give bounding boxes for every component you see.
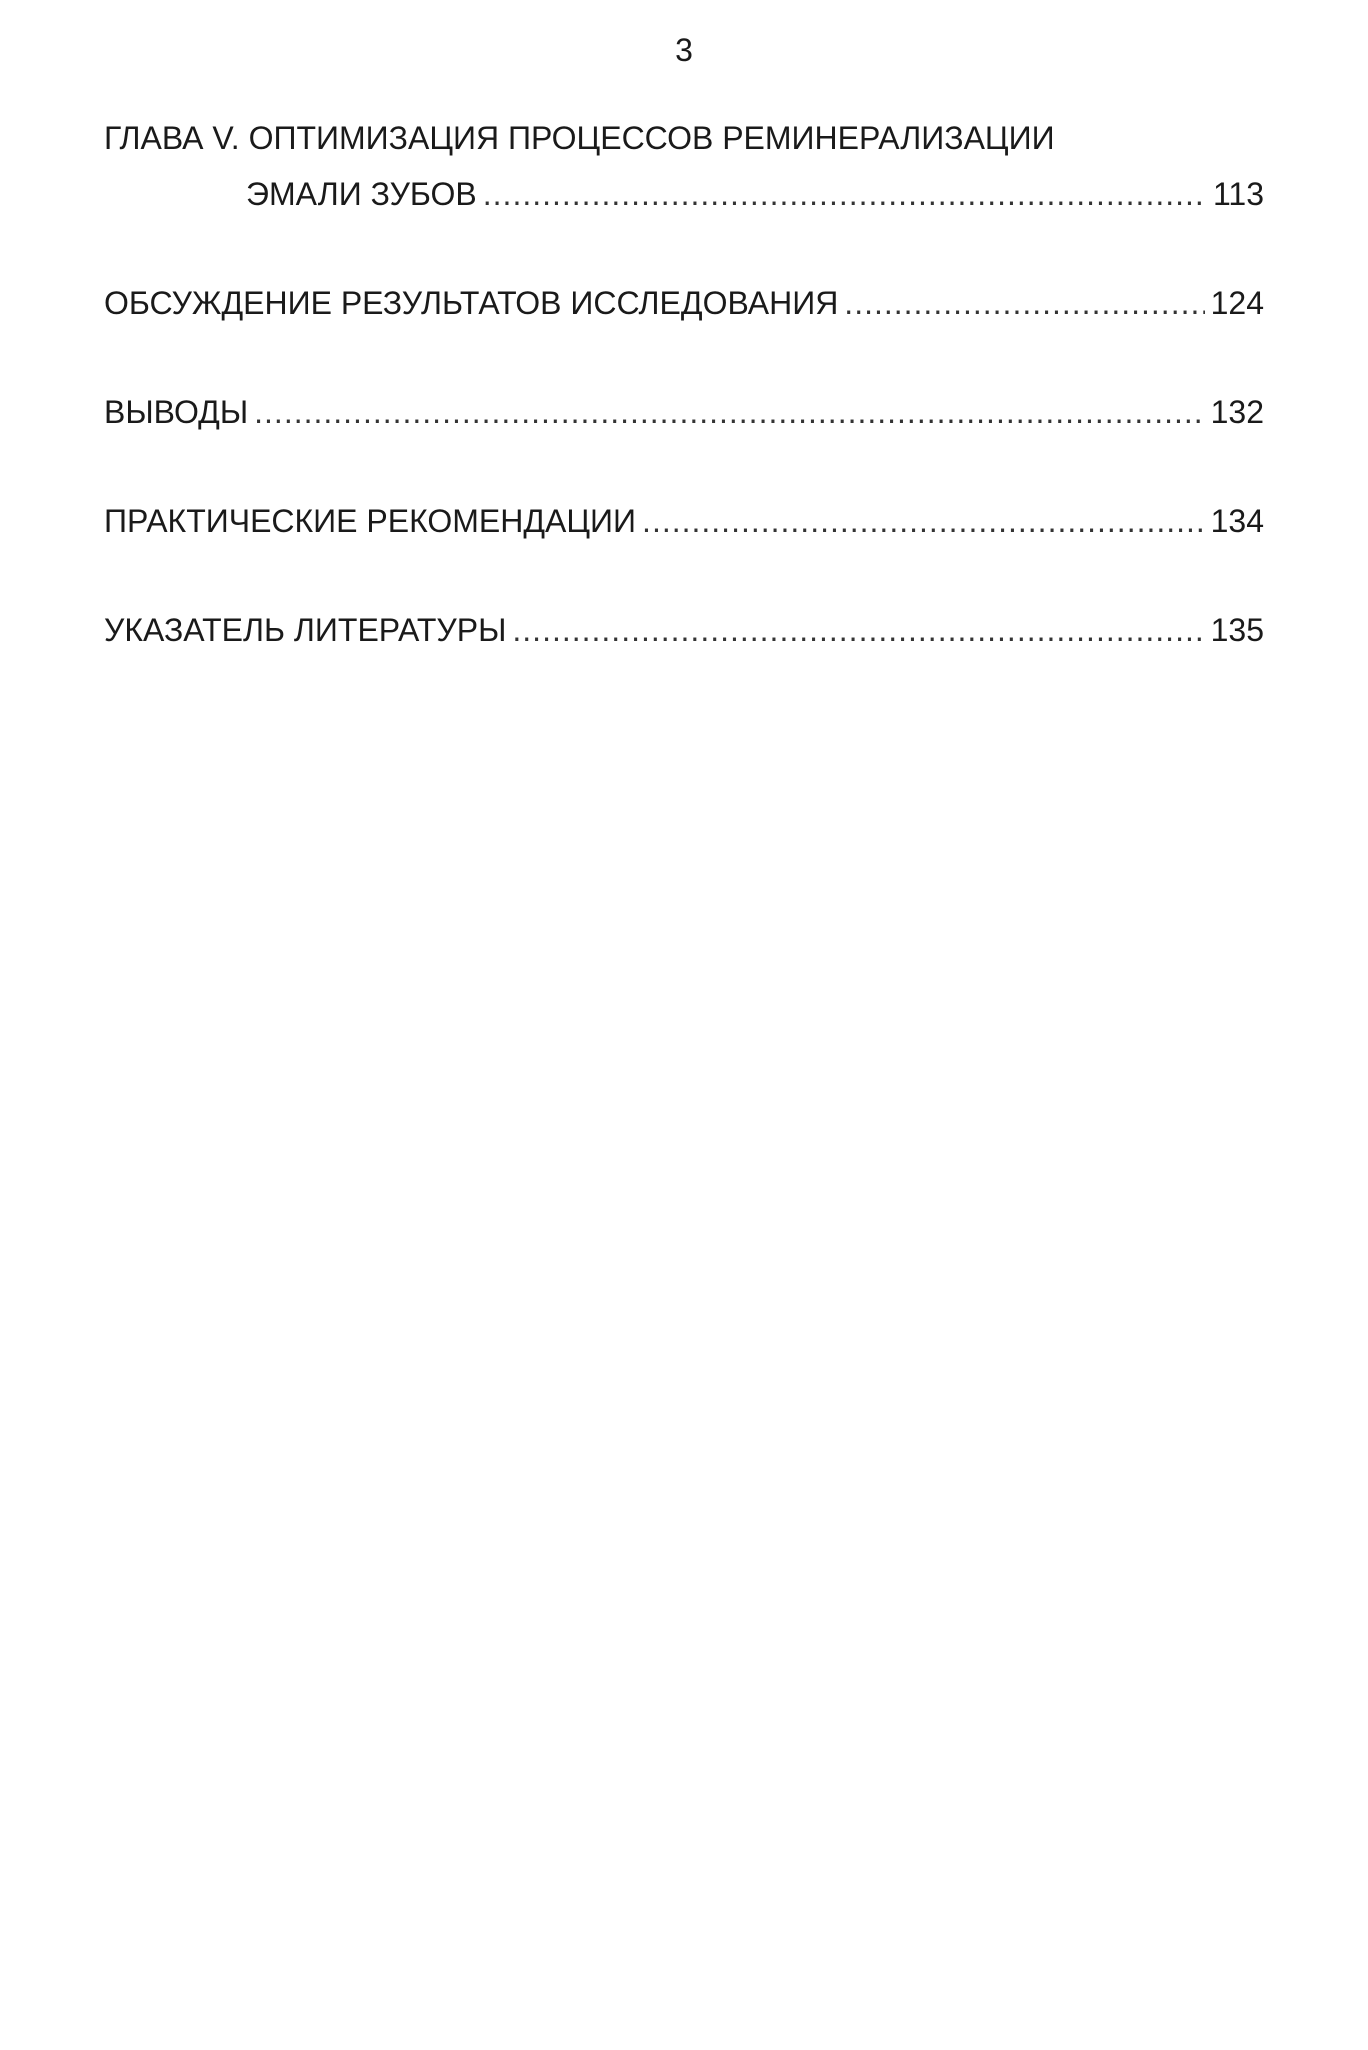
toc-entry-title: ПРАКТИЧЕСКИЕ РЕКОМЕНДАЦИИ bbox=[104, 503, 637, 539]
toc-entry-line bbox=[104, 610, 1264, 650]
dot-leader bbox=[483, 174, 1207, 214]
toc-entry-line bbox=[104, 392, 1264, 432]
dot-leader bbox=[254, 392, 1204, 432]
dot-leader bbox=[512, 610, 1204, 650]
toc-entry-line bbox=[104, 501, 1264, 541]
toc-entry-chapter-5 bbox=[104, 118, 1264, 214]
toc-entry-title: ВЫВОДЫ bbox=[104, 394, 249, 430]
toc-entry-title: УКАЗАТЕЛЬ ЛИТЕРАТУРЫ bbox=[104, 612, 507, 648]
toc-entry-recommendations bbox=[104, 501, 1264, 541]
toc-entry-title: ГЛАВА V. ОПТИМИЗАЦИЯ ПРОЦЕССОВ РЕМИНЕРАЛИЗАЦИИ bbox=[104, 120, 1055, 156]
toc-entry-title-continuation: ЭМАЛИ ЗУБОВ bbox=[246, 176, 477, 212]
table-of-contents bbox=[104, 118, 1264, 719]
page-number: 3 bbox=[675, 32, 693, 68]
toc-entry-conclusions bbox=[104, 392, 1264, 432]
dot-leader bbox=[642, 501, 1205, 541]
toc-entry-page-number: 134 bbox=[1210, 503, 1264, 539]
toc-entry-page-number: 113 bbox=[1212, 176, 1264, 212]
toc-entry-title: ОБСУЖДЕНИЕ РЕЗУЛЬТАТОВ ИССЛЕДОВАНИЯ bbox=[104, 285, 839, 321]
toc-entry-discussion bbox=[104, 283, 1264, 323]
toc-entry-page-number: 124 bbox=[1210, 285, 1264, 321]
dot-leader bbox=[844, 283, 1204, 323]
toc-entry-references bbox=[104, 610, 1264, 650]
toc-entry-line bbox=[104, 174, 1264, 214]
toc-entry-page-number: 132 bbox=[1210, 394, 1264, 430]
toc-entry-page-number: 135 bbox=[1210, 612, 1264, 648]
toc-entry-line bbox=[104, 283, 1264, 323]
